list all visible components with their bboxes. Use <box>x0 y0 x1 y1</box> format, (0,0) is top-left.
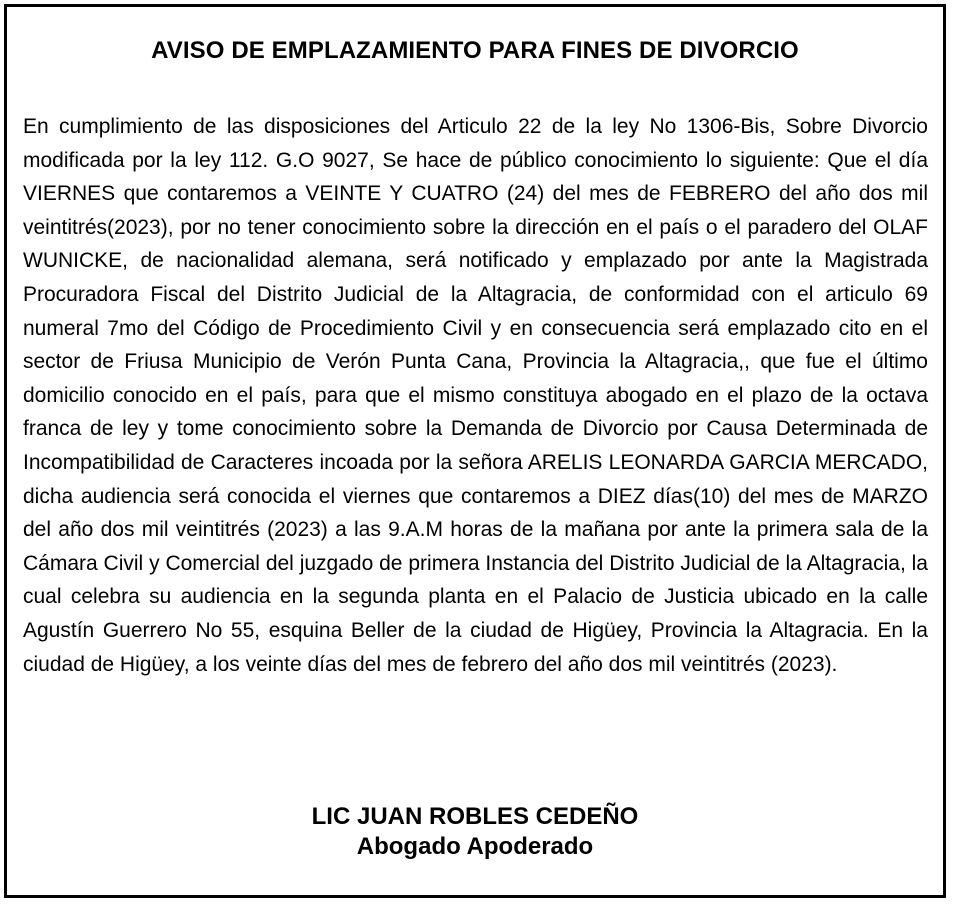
notice-title: AVISO DE EMPLAZAMIENTO PARA FINES DE DIVORCIO <box>151 37 799 64</box>
notice-body: En cumplimiento de las disposiciones del Articulo 22 de la ley No 1306-Bis, Sobre Divorcio modificada por la ley 112. G.O 9027, Se hace de público conocimiento lo siguiente: Que el día VIERNES que contaremos a VEINTE Y CUATRO (24) del mes de FEBRERO del año dos mil veintitrés(2023), por no tener conocimiento sobre la dirección en el país o el paradero del OLAF WUNICKE, de nacionalidad alemana, será notificado y emplazado por ante la Magistrada Procuradora Fiscal del Distrito Judicial de la Altagracia, de conformidad con el articulo 69 numeral 7mo del Código de Procedimiento Civil y en consecuencia será emplazado cito en el sector de Friusa Municipio de Verón Punta Cana, Provincia la Altagracia,, que fue el último domicilio conocido en el país, para que el mismo constituya abogado en el plazo de la octava franca de ley y tome conocimiento sobre la Demanda de Divorcio por Causa Determinada de Incompatibilidad de Caracteres incoada por la señora ARELIS LEONARDA GARCIA MERCADO, dicha audiencia será conocida el viernes que contaremos a DIEZ días(10) del mes de MARZO del año dos mil veintitrés (2023) a las 9.A.M horas de la mañana por ante la primera sala de la Cámara Civil y Comercial del juzgado de primera Instancia del Distrito Judicial de la Altagracia, la cual celebra su audiencia en la segunda planta en el Palacio de Justicia ubicado en la calle Agustín Guerrero No 55, esquina Beller de la ciudad de Higüey, Provincia la Altagracia. En la ciudad de Higüey, a los veinte días del mes de febrero del año dos mil veintitrés (2023). <box>23 115 928 676</box>
legal-notice <box>4 4 946 898</box>
signer-name: LIC JUAN ROBLES CEDEÑO <box>311 803 639 830</box>
signer-role: Abogado Apoderado <box>356 833 594 860</box>
signature-block <box>7 802 943 862</box>
